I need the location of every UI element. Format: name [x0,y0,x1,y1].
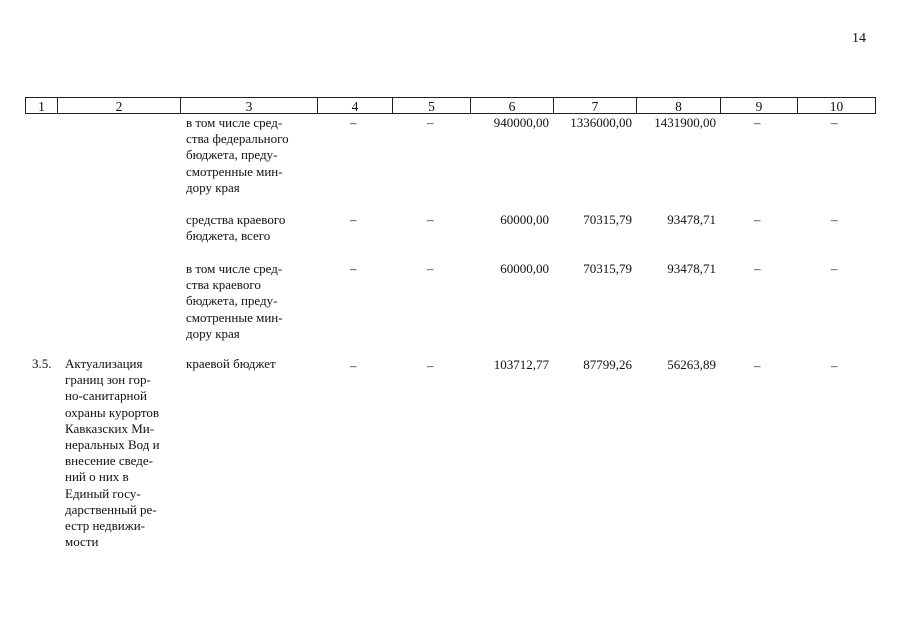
col-num-4: 4 [351,99,359,114]
cell-col5: – [427,115,434,130]
cell-col9: – [754,358,761,373]
funding-source: в том числе сред- ства краевого бюджета, преду- смотренные мин- дору края [186,261,283,341]
funding-source: в том числе сред- ства федерального бюджета, преду- смотренные мин- дору края [186,115,289,195]
cell-col5: – [427,358,434,373]
row-number: 3.5. [32,356,52,371]
col-num-2: 2 [115,99,123,114]
cell-col9: – [754,261,761,276]
col-num-3: 3 [245,99,253,114]
col-num-9: 9 [755,99,763,114]
cell-col6: 103712,77 [493,357,549,372]
cell-col10: – [831,261,838,276]
funding-source: краевой бюджет [186,356,276,371]
funding-source: средства краевого бюджета, всего [186,212,286,244]
cell-col4: – [350,261,357,276]
cell-col10: – [831,212,838,227]
col-num-1: 1 [38,99,45,114]
cell-col9: – [754,212,761,227]
cell-col5: – [427,261,434,276]
col-num-8: 8 [675,99,682,114]
cell-col10: – [831,358,838,373]
cell-col8: 56263,89 [667,357,716,372]
cell-col8: 93478,71 [667,212,716,227]
cell-col8: 1431900,00 [654,115,716,130]
col-num-10: 10 [829,99,844,114]
col-num-5: 5 [428,99,435,114]
col-num-7: 7 [591,99,599,114]
cell-col7: 1336000,00 [570,115,632,130]
cell-col8: 93478,71 [667,261,716,276]
cell-col7: 70315,79 [583,261,632,276]
measure-name: Актуализация границ зон гор- но-санитарной охраны курортов Кавказских Ми- неральных Вод и внесение сведе- ний о них в Единый госу- дарственный ре- естр недвижи- мости [65,356,160,550]
page-number: 14 [852,31,866,46]
cell-col4: – [350,212,357,227]
cell-col6: 60000,00 [500,261,549,276]
cell-col6: 60000,00 [500,212,549,227]
cell-col6: 940000,00 [493,115,549,130]
cell-col4: – [350,358,357,373]
cell-col5: – [427,212,434,227]
cell-col7: 70315,79 [583,212,632,227]
cell-col10: – [831,115,838,130]
col-num-6: 6 [508,99,516,114]
cell-col7: 87799,26 [583,357,632,372]
cell-col4: – [350,115,357,130]
cell-col9: – [754,115,761,130]
